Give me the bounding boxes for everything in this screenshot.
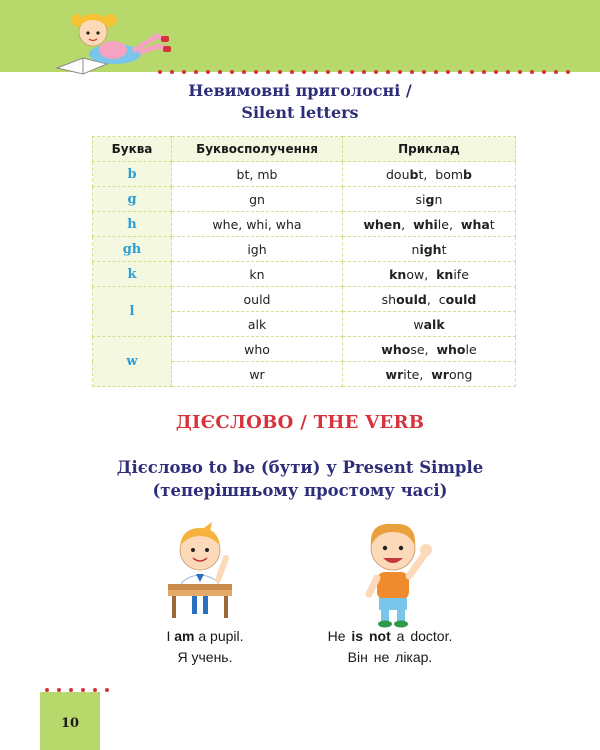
reading-girl-illustration <box>55 6 175 76</box>
table-cell-combination: who <box>172 337 343 362</box>
example-word-post: ong <box>448 366 473 382</box>
example-word <box>363 217 401 232</box>
silent-letters-title <box>0 80 600 124</box>
example-left-pre: I <box>166 628 175 644</box>
table-cell-letter: b <box>93 162 172 187</box>
example-word <box>436 267 469 282</box>
example-word <box>389 267 424 282</box>
example-word <box>381 342 424 357</box>
example-word-pre: si <box>415 191 426 207</box>
table-row <box>93 212 516 237</box>
table-cell-example: doubt, bomb <box>343 162 516 187</box>
table-cell-example: whose, whole <box>343 337 516 362</box>
example-word-pre: w <box>413 316 424 332</box>
page-number: 10 <box>60 716 80 731</box>
example-word-pre: n <box>411 241 420 257</box>
table-cell-letter: l <box>93 287 172 337</box>
table-cell-combination: igh <box>172 237 343 262</box>
example-word-bold: igh <box>419 241 442 257</box>
example-word-bold: g <box>425 191 435 207</box>
example-word-bold: wha <box>460 216 490 232</box>
example-word-post: se <box>410 341 425 357</box>
example-right-translation: Він не лікар. <box>347 649 433 665</box>
example-word-post: n <box>434 191 443 207</box>
table-cell-combination: kn <box>172 262 343 287</box>
pupil-at-desk-illustration <box>160 522 240 622</box>
example-word <box>386 367 420 382</box>
table-row <box>93 262 516 287</box>
example-right-pre: He <box>327 628 352 644</box>
example-word-bold: when <box>363 216 402 232</box>
header-combination: Буквосполучення <box>172 137 343 162</box>
example-word-bold: wr <box>385 366 404 382</box>
example-right-sentence <box>310 626 470 647</box>
example-word <box>439 292 477 307</box>
waving-boy-illustration <box>355 518 437 628</box>
example-word-bold: kn <box>389 266 407 282</box>
table-cell-example: when, while, what <box>343 212 516 237</box>
example-word-bold: ould <box>445 291 477 307</box>
example-left-post: a pupil. <box>194 628 244 644</box>
table-cell-combination: bt, mb <box>172 162 343 187</box>
example-word <box>461 217 495 232</box>
example-word-bold: ould <box>396 291 427 307</box>
example-word-pre: bom <box>435 166 464 182</box>
example-word-bold: who <box>436 341 466 357</box>
table-row <box>93 287 516 312</box>
example-left-sentence <box>140 626 270 647</box>
table-cell-letter: g <box>93 187 172 212</box>
example-word-pre: sh <box>381 291 397 307</box>
example-word <box>413 317 444 332</box>
example-word-bold: wr <box>431 366 449 382</box>
example-word <box>416 192 443 207</box>
table-cell-letter: gh <box>93 237 172 262</box>
example-word-bold: b <box>463 166 472 182</box>
table-cell-letter: w <box>93 337 172 387</box>
table-cell-letter: h <box>93 212 172 237</box>
table-cell-combination: whe, whi, wha <box>172 212 343 237</box>
example-left-translation: Я учень. <box>177 649 233 665</box>
example-right-post: a doctor. <box>390 628 453 644</box>
header-letter: Буква <box>93 137 172 162</box>
silent-letters-title-line1: Невимовні приголосні / <box>188 81 412 100</box>
example-word <box>386 167 423 182</box>
example-right <box>310 626 470 668</box>
example-word-post: ite <box>403 366 420 382</box>
example-word-bold: alk <box>423 316 445 332</box>
example-word <box>382 292 427 307</box>
table-cell-combination: alk <box>172 312 343 337</box>
example-word-post: ow <box>406 266 425 282</box>
example-word-post: le <box>437 216 449 232</box>
table-cell-example <box>343 187 516 212</box>
verb-subtitle-line2: (теперішньому простому часі) <box>152 481 448 500</box>
decorative-dots-top <box>158 70 570 74</box>
example-word <box>431 367 472 382</box>
page-number-box <box>40 692 100 750</box>
example-word <box>435 167 472 182</box>
example-word <box>412 242 447 257</box>
example-word-bold: who <box>381 341 411 357</box>
verb-subtitle <box>0 456 600 502</box>
table-cell-letter: k <box>93 262 172 287</box>
verb-subtitle-line1: Дієслово to be (бути) у Present Simple <box>116 458 484 477</box>
table-cell-combination: ould <box>172 287 343 312</box>
silent-letters-title-line2: Silent letters <box>241 103 359 122</box>
example-word-post: le <box>465 341 477 357</box>
example-word-post: t <box>489 216 495 232</box>
table-row <box>93 337 516 362</box>
table-row <box>93 237 516 262</box>
table-row <box>93 187 516 212</box>
example-left-bold: am <box>174 628 195 644</box>
table-cell-example: write, wrong <box>343 362 516 387</box>
example-word-bold: whi <box>413 216 438 232</box>
example-right-bold: is not <box>351 628 391 644</box>
table-cell-example: should, could <box>343 287 516 312</box>
example-word <box>436 342 476 357</box>
table-cell-example <box>343 237 516 262</box>
table-row <box>93 162 516 187</box>
table-cell-example <box>343 312 516 337</box>
example-word-bold: kn <box>436 266 454 282</box>
example-word-pre: dou <box>385 166 410 182</box>
silent-letters-table <box>92 136 516 387</box>
table-cell-combination: wr <box>172 362 343 387</box>
table-cell-example: know, knife <box>343 262 516 287</box>
header-example: Приклад <box>343 137 516 162</box>
example-word <box>413 217 449 232</box>
example-word-post: t <box>418 166 424 182</box>
example-left <box>140 626 270 668</box>
table-header-row <box>93 137 516 162</box>
example-word-pre: c <box>438 291 446 307</box>
example-word-post: t <box>441 241 447 257</box>
table-cell-combination: gn <box>172 187 343 212</box>
example-word-bold: b <box>409 166 419 182</box>
example-word-post: ife <box>453 266 469 282</box>
verb-section-title: ДІЄСЛОВО / THE VERB <box>175 412 425 433</box>
